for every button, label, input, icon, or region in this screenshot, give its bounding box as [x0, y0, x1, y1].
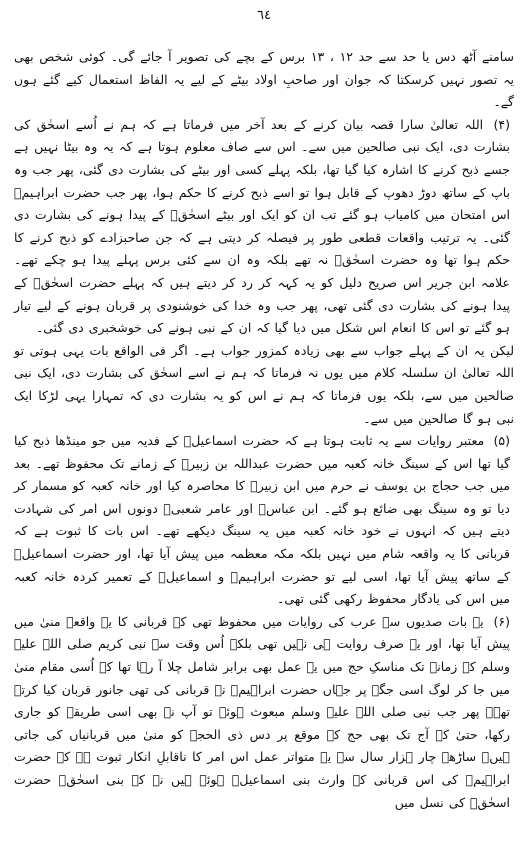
- paragraph-number: (۴): [493, 116, 510, 132]
- page-text-body: [14, 46, 514, 814]
- paragraph-point-4-continued: [14, 340, 514, 430]
- paragraph-text: اللہ تعالیٰ سارا قصہ بیان کرنے کے بعد آخر میں فرماتا ہے کہ ہم نے اُسے اسحٰق کی بشارت دی، ایک نبی صالحین میں سے۔ اس سے صاف معلوم ہوتا ہے کہ یہ وہ بیٹا نہیں ہے جسے ذبح کرنے کا اشارہ کیا گیا تھا، بلکہ پہلے کسی اور بیٹے کی بشارت دی گئی، پھر جب وہ باپ کے ساتھ دوڑ دھوپ کے قابل ہوا تو اسے ذبح کرنے کا حکم ہوا، پھر جب حضرت ابراہیمؑ اس امتحان میں کامیاب ہو گئے تب ان کو ایک اور بیٹے اسحٰقؑ کے پیدا ہونے کی بشارت دی گئی۔ یہ ترتیب واقعات قطعی طور پر فیصلہ کر دیتی ہے کہ جن صاحبزادے کو ذبح کرنے کا حکم ہوا تھا وہ حضرت اسحٰقؑ نہ تھے بلکہ وہ ان سے کئی برس پہلے پیدا ہو چکے تھے۔ علامہ ابن جریر اس صریح دلیل کو یہ کہہ کر رد کر دیتے ہیں کہ پہلے حضرت اسحٰقؑ کے پیدا ہونے کی بشارت دی گئی تھی، پھر جب وہ خدا کی خوشنودی پر قربان ہونے کے لیے تیار ہو گئے تو اس کا انعام اس شکل میں دیا گیا کہ ان کے نبی ہونے کی خوشخبری دی گئی۔: [14, 116, 510, 336]
- paragraph-point-5: [14, 430, 514, 611]
- page-number: ٦٤: [257, 8, 271, 23]
- paragraph-text: یہ بات صدیوں سے عرب کی روایات میں محفوظ تھی کہ قربانی کا یہ واقعہ منیٰ میں پیش آیا تھا، اور یہ صرف روایت ہی نہیں تھی بلکہ اُس وقت سے نبی کریم صلی اللہ علیہ وسلم کے زمانے تک مناسکِ حج میں یہ عمل بھی برابر شامل چلا آ رہا تھا کہ اُسی مقام منیٰ میں جا کر لوگ اسی جگہ پر جہاں حضرت ابراہیمؑ نے قربانی کی تھی جانور قربان کیا کرتے تھے۔ پھر جب نبی صلی اللہ علیہ وسلم مبعوث ہوئے تو آپ نے بھی اسی طریقے کو جاری رکھا، حتیٰ کہ آج تک بھی حج کے موقع پر دس ذی الحجہ کو منیٰ میں قربانیاں کی جاتی ہیں۔ ساڑھے چار ہزار سال سے یہ متواتر عمل اس امر کا ناقابلِ انکار ثبوت ہے کہ حضرت ابراہیمؑ کی اس قربانی کے وارث بنی اسماعیلؑ ہوئے ہیں نہ کہ بنی اسحٰق۔ حضرت اسحٰقؑ کی نسل میں: [14, 613, 510, 810]
- paragraph-text: لیکن یہ ان کے پہلے جواب سے بھی زیادہ کمزور جواب ہے۔ اگر فی الواقع بات یہی ہوتی تو اللہ تعالیٰ ان سلسلہ کلام میں یوں نہ فرماتا کہ ہم نے اسے اسحٰق کی بشارت دی، ایک نبی صالحین میں سے، بلکہ یوں فرماتا کہ ہم نے اس کو یہ بشارت دی کہ تمہارا یہی لڑکا ایک نبی ہو گا صالحین میں سے۔: [14, 342, 514, 426]
- paragraph-point-6: [14, 611, 514, 814]
- paragraph-number: (۵): [493, 433, 510, 449]
- paragraph-number: (۶): [493, 613, 510, 629]
- paragraph-text: معتبر روایات سے یہ ثابت ہوتا ہے کہ حضرت اسماعیلؑ کے فدیہ میں جو مینڈھا ذبح کیا گیا تھا اس کے سینگ خانہ کعبہ میں حضرت عبداللہ بن زبیرؓ کے زمانے تک محفوظ تھے۔ بعد میں جب حجاج بن یوسف نے حرم میں ابن زبیرؓ کا محاصرہ کیا اور خانہ کعبہ کو مسمار کر دیا تو وہ سینگ بھی ضائع ہو گئے۔ ابن عباسؓ اور عامر شعبیؒ دونوں اس امر کی شہادت دیتے ہیں کہ انہوں نے خود خانہ کعبہ میں یہ سینگ دیکھے تھے۔ اس بات کا ثبوت ہے کہ قربانی کا یہ واقعہ شام میں نہیں بلکہ مکہ معظمہ میں پیش آیا تھا، اور حضرت اسماعیلؑ کے ساتھ پیش آیا تھا، اسی لیے تو حضرت ابراہیمؑ و اسماعیلؑ کے تعمیر کردہ خانہ کعبہ میں اس کی یادگار محفوظ رکھی گئی تھی۔: [14, 433, 510, 607]
- paragraph-point-4: [14, 114, 514, 340]
- paragraph-text: سامنے آٹھ دس یا حد سے حد ۱۲ ، ۱۳ برس کے بچے کی تصویر آ جائے گی۔ کوئی شخص بھی یہ تصور نہیں کرسکتا کہ جوان اور صاحبِ اولاد بیٹے کے لیے یہ الفاظ استعمال کیے گئے ہوں گے۔: [14, 49, 515, 110]
- paragraph-continuation: [14, 46, 514, 114]
